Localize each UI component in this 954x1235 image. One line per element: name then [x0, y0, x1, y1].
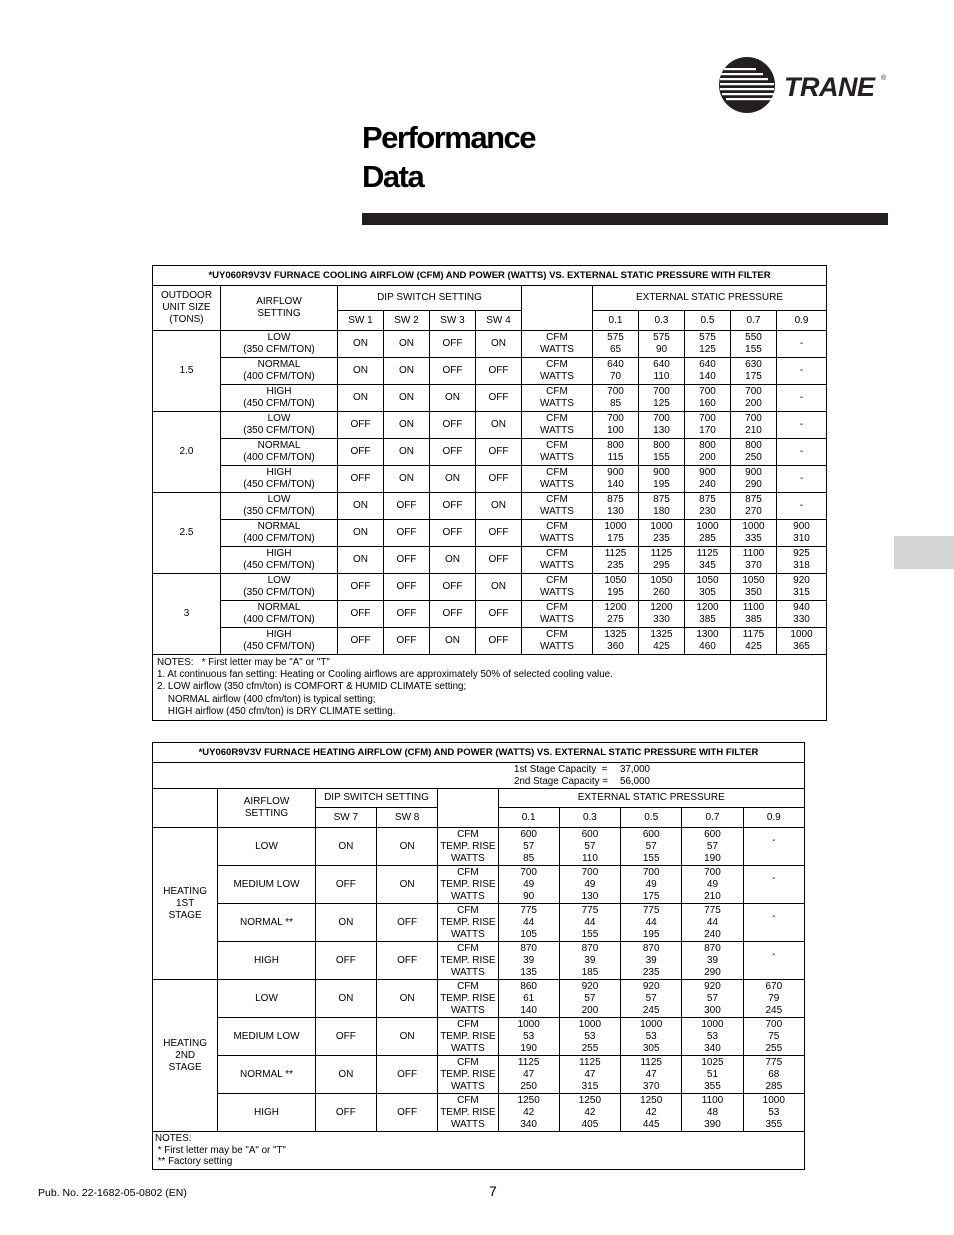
airflow-setting-cell: MEDIUM LOW: [218, 866, 315, 904]
value-cell: 1100 385: [731, 601, 777, 628]
value-cell: 900 290: [731, 466, 777, 493]
value-cell: -: [743, 866, 804, 904]
switch-cell: OFF: [476, 466, 522, 493]
airflow-setting-cell: LOW (350 CFM/TON): [221, 493, 338, 520]
value-cell: 870 39 235: [621, 942, 682, 980]
switch-cell: OFF: [430, 601, 476, 628]
value-cell: 600 57 110: [559, 828, 620, 866]
value-cell: 1200 385: [685, 601, 731, 628]
section-tab: [894, 536, 954, 569]
value-cell: 1325 360: [593, 628, 639, 655]
value-cell: 870 39 290: [682, 942, 743, 980]
switch-cell: ON: [384, 439, 430, 466]
value-cell: 550 155: [731, 331, 777, 358]
value-cell: 700 210: [731, 412, 777, 439]
switch-cell: ON: [315, 904, 376, 942]
dip-switch-header: DIP SWITCH SETTING: [338, 286, 522, 311]
switch-cell: OFF: [338, 601, 384, 628]
airflow-setting-cell: NORMAL **: [218, 904, 315, 942]
switch-cell: OFF: [377, 942, 438, 980]
value-cell: 700 200: [731, 385, 777, 412]
airflow-header: AIRFLOW SETTING: [218, 789, 315, 828]
airflow-setting-cell: HIGH (450 CFM/TON): [221, 385, 338, 412]
unit-size-cell: 1.5: [153, 331, 221, 412]
value-cell: -: [777, 493, 827, 520]
value-cell: 1000 53 190: [498, 1018, 559, 1056]
pressure-header: 0.9: [777, 311, 827, 331]
pressure-header: 0.9: [743, 808, 804, 828]
switch-cell: ON: [430, 385, 476, 412]
switch-cell: ON: [384, 412, 430, 439]
value-cell: 700 49 130: [559, 866, 620, 904]
switch-cell: ON: [338, 331, 384, 358]
pressure-header: 0.5: [685, 311, 731, 331]
switch-cell: ON: [338, 493, 384, 520]
heating-caption: *UY060R9V3V FURNACE HEATING AIRFLOW (CFM) AND POWER (WATTS) VS. EXTERNAL STATIC PRESSURE WITH FILTER: [153, 743, 805, 763]
publication-number: Pub. No. 22-1682-05-0802 (EN): [38, 1187, 187, 1199]
value-cell: 920 57 200: [559, 980, 620, 1018]
sw-header: SW 4: [476, 311, 522, 331]
value-cell: 920 57 300: [682, 980, 743, 1018]
switch-cell: OFF: [338, 466, 384, 493]
switch-cell: ON: [384, 466, 430, 493]
value-cell: 1000 365: [777, 628, 827, 655]
heating-table: [152, 742, 805, 1170]
value-cell: 670 79 245: [743, 980, 804, 1018]
value-cell: 600 57 190: [682, 828, 743, 866]
capacity-info: 1st Stage Capacity = 37,000 2nd Stage Capacity = 56,000: [153, 763, 805, 789]
table-row: [153, 385, 827, 412]
metric-label-cell: CFM WATTS: [522, 331, 593, 358]
switch-cell: OFF: [384, 520, 430, 547]
value-cell: 1125 47 370: [621, 1056, 682, 1094]
metric-label-cell: CFM TEMP. RISE WATTS: [438, 1094, 498, 1132]
value-cell: 630 175: [731, 358, 777, 385]
switch-cell: ON: [377, 828, 438, 866]
stage-cell: HEATING 2ND STAGE: [153, 980, 218, 1132]
switch-cell: ON: [338, 520, 384, 547]
table-row: [153, 980, 805, 1018]
metric-label-cell: CFM WATTS: [522, 601, 593, 628]
metric-label-cell: CFM TEMP. RISE WATTS: [438, 980, 498, 1018]
value-cell: 700 85: [593, 385, 639, 412]
airflow-setting-cell: LOW: [218, 980, 315, 1018]
switch-cell: ON: [476, 493, 522, 520]
metric-header: [438, 789, 498, 828]
switch-cell: ON: [377, 866, 438, 904]
value-cell: 640 110: [639, 358, 685, 385]
switch-cell: ON: [377, 980, 438, 1018]
value-cell: 800 200: [685, 439, 731, 466]
value-cell: 870 39 185: [559, 942, 620, 980]
title-rule: [362, 213, 888, 225]
switch-cell: ON: [315, 828, 376, 866]
switch-cell: ON: [338, 358, 384, 385]
unit-size-cell: 2.0: [153, 412, 221, 493]
switch-cell: OFF: [476, 547, 522, 574]
value-cell: 700 125: [639, 385, 685, 412]
value-cell: 775 44 240: [682, 904, 743, 942]
value-cell: 1050 260: [639, 574, 685, 601]
value-cell: -: [777, 412, 827, 439]
value-cell: 900 195: [639, 466, 685, 493]
value-cell: 1125 295: [639, 547, 685, 574]
table-row: [153, 331, 827, 358]
table-row: [153, 828, 805, 866]
switch-cell: ON: [430, 466, 476, 493]
value-cell: 775 44 195: [621, 904, 682, 942]
cooling-notes: NOTES: * First letter may be "A" or "T" 1. At continuous fan setting: Heating or Cooling airflows are approximately 50% of selected cooling value. 2. LOW airflow (350 cfm/ton) is COMFORT & HUMID CLIMATE setting; NORMAL airflow (400 cfm/ton) is typical setting; HIGH airflow (450 cfm/ton) is DRY CLIMATE setting.: [153, 655, 827, 721]
value-cell: 600 57 155: [621, 828, 682, 866]
value-cell: 1100 48 390: [682, 1094, 743, 1132]
unit-size-cell: 3: [153, 574, 221, 655]
switch-cell: OFF: [430, 331, 476, 358]
pressure-header: 0.1: [498, 808, 559, 828]
value-cell: 875 180: [639, 493, 685, 520]
airflow-setting-cell: MEDIUM LOW: [218, 1018, 315, 1056]
value-cell: 940 330: [777, 601, 827, 628]
switch-cell: OFF: [430, 358, 476, 385]
switch-cell: ON: [338, 547, 384, 574]
pressure-header: 0.3: [639, 311, 685, 331]
value-cell: 1125 47 315: [559, 1056, 620, 1094]
pressure-header: 0.3: [559, 808, 620, 828]
switch-cell: OFF: [430, 439, 476, 466]
metric-label-cell: CFM WATTS: [522, 466, 593, 493]
table-row: [153, 574, 827, 601]
table-row: [153, 466, 827, 493]
table-row: [153, 358, 827, 385]
value-cell: 575 90: [639, 331, 685, 358]
metric-label-cell: CFM TEMP. RISE WATTS: [438, 828, 498, 866]
value-cell: 575 125: [685, 331, 731, 358]
value-cell: -: [743, 942, 804, 980]
airflow-header: AIRFLOW SETTING: [221, 286, 338, 331]
table-row: [153, 412, 827, 439]
metric-label-cell: CFM WATTS: [522, 493, 593, 520]
value-cell: 920 57 245: [621, 980, 682, 1018]
airflow-setting-cell: NORMAL **: [218, 1056, 315, 1094]
switch-cell: OFF: [377, 1094, 438, 1132]
switch-cell: OFF: [384, 547, 430, 574]
airflow-setting-cell: HIGH (450 CFM/TON): [221, 547, 338, 574]
sw-header: SW 7: [315, 808, 376, 828]
value-cell: 1000 53 340: [682, 1018, 743, 1056]
value-cell: 775 44 105: [498, 904, 559, 942]
airflow-setting-cell: LOW (350 CFM/TON): [221, 331, 338, 358]
value-cell: 1125 47 250: [498, 1056, 559, 1094]
switch-cell: OFF: [384, 574, 430, 601]
airflow-setting-cell: HIGH: [218, 942, 315, 980]
table-row: [153, 1018, 805, 1056]
table-row: [153, 601, 827, 628]
switch-cell: OFF: [476, 628, 522, 655]
metric-label-cell: CFM TEMP. RISE WATTS: [438, 1056, 498, 1094]
value-cell: 575 65: [593, 331, 639, 358]
airflow-setting-cell: LOW: [218, 828, 315, 866]
heating-notes: NOTES: * First letter may be "A" or "T" ** Factory setting: [153, 1132, 805, 1170]
value-cell: 1000 53 355: [743, 1094, 804, 1132]
value-cell: 870 39 135: [498, 942, 559, 980]
table-row: [153, 547, 827, 574]
airflow-setting-cell: HIGH (450 CFM/TON): [221, 466, 338, 493]
switch-cell: OFF: [476, 520, 522, 547]
airflow-setting-cell: LOW (350 CFM/TON): [221, 574, 338, 601]
value-cell: 700 160: [685, 385, 731, 412]
switch-cell: OFF: [315, 866, 376, 904]
table-row: [153, 942, 805, 980]
metric-label-cell: CFM TEMP. RISE WATTS: [438, 1018, 498, 1056]
metric-label-cell: CFM WATTS: [522, 385, 593, 412]
value-cell: 1125 235: [593, 547, 639, 574]
switch-cell: OFF: [430, 493, 476, 520]
value-cell: 1050 350: [731, 574, 777, 601]
value-cell: 875 270: [731, 493, 777, 520]
table-row: [153, 439, 827, 466]
switch-cell: OFF: [430, 520, 476, 547]
value-cell: 900 140: [593, 466, 639, 493]
metric-label-cell: CFM WATTS: [522, 520, 593, 547]
switch-cell: ON: [384, 385, 430, 412]
value-cell: -: [777, 439, 827, 466]
switch-cell: ON: [476, 331, 522, 358]
value-cell: 1000 175: [593, 520, 639, 547]
metric-label-cell: CFM TEMP. RISE WATTS: [438, 866, 498, 904]
value-cell: 700 170: [685, 412, 731, 439]
value-cell: -: [777, 466, 827, 493]
switch-cell: OFF: [377, 904, 438, 942]
table-row: [153, 1056, 805, 1094]
metric-header: [522, 286, 593, 331]
metric-label-cell: CFM WATTS: [522, 358, 593, 385]
sw-header: SW 2: [384, 311, 430, 331]
value-cell: 800 155: [639, 439, 685, 466]
outdoor-size-header: OUTDOOR UNIT SIZE (TONS): [153, 286, 221, 331]
switch-cell: ON: [377, 1018, 438, 1056]
value-cell: 1000 335: [731, 520, 777, 547]
value-cell: 800 115: [593, 439, 639, 466]
airflow-setting-cell: NORMAL (400 CFM/TON): [221, 439, 338, 466]
cooling-table: [152, 265, 827, 721]
value-cell: 920 315: [777, 574, 827, 601]
switch-cell: ON: [476, 574, 522, 601]
value-cell: 1300 460: [685, 628, 731, 655]
switch-cell: ON: [384, 331, 430, 358]
metric-label-cell: CFM TEMP. RISE WATTS: [438, 904, 498, 942]
switch-cell: ON: [430, 628, 476, 655]
value-cell: 700 130: [639, 412, 685, 439]
value-cell: -: [777, 385, 827, 412]
switch-cell: ON: [315, 980, 376, 1018]
value-cell: 875 130: [593, 493, 639, 520]
value-cell: 875 230: [685, 493, 731, 520]
value-cell: 1100 370: [731, 547, 777, 574]
unit-size-cell: 2.5: [153, 493, 221, 574]
metric-label-cell: CFM WATTS: [522, 574, 593, 601]
switch-cell: OFF: [430, 574, 476, 601]
pressure-header: 0.1: [593, 311, 639, 331]
value-cell: 1250 42 405: [559, 1094, 620, 1132]
table-row: [153, 866, 805, 904]
value-cell: 1200 275: [593, 601, 639, 628]
cooling-caption: *UY060R9V3V FURNACE COOLING AIRFLOW (CFM) AND POWER (WATTS) VS. EXTERNAL STATIC PRESSURE WITH FILTER: [153, 266, 827, 286]
airflow-setting-cell: NORMAL (400 CFM/TON): [221, 601, 338, 628]
value-cell: -: [743, 828, 804, 866]
stage-cell: HEATING 1ST STAGE: [153, 828, 218, 980]
switch-cell: OFF: [338, 628, 384, 655]
dip-switch-header: DIP SWITCH SETTING: [315, 789, 438, 808]
svg-text:®: ®: [881, 75, 887, 82]
table-row: [153, 1094, 805, 1132]
esp-header: EXTERNAL STATIC PRESSURE: [593, 286, 827, 311]
title-line-2: Data: [362, 159, 424, 194]
switch-cell: OFF: [315, 942, 376, 980]
airflow-setting-cell: NORMAL (400 CFM/TON): [221, 358, 338, 385]
value-cell: 1200 330: [639, 601, 685, 628]
switch-cell: OFF: [315, 1018, 376, 1056]
switch-cell: ON: [338, 385, 384, 412]
value-cell: 1125 345: [685, 547, 731, 574]
value-cell: 1000 235: [639, 520, 685, 547]
metric-label-cell: CFM WATTS: [522, 628, 593, 655]
value-cell: 1000 285: [685, 520, 731, 547]
value-cell: 700 49 210: [682, 866, 743, 904]
switch-cell: ON: [315, 1056, 376, 1094]
switch-cell: OFF: [430, 412, 476, 439]
value-cell: 860 61 140: [498, 980, 559, 1018]
pressure-header: 0.7: [731, 311, 777, 331]
metric-label-cell: CFM TEMP. RISE WATTS: [438, 942, 498, 980]
switch-cell: OFF: [338, 412, 384, 439]
metric-label-cell: CFM WATTS: [522, 547, 593, 574]
value-cell: 1050 195: [593, 574, 639, 601]
value-cell: 1250 42 445: [621, 1094, 682, 1132]
value-cell: 600 57 85: [498, 828, 559, 866]
value-cell: -: [777, 331, 827, 358]
pressure-header: 0.5: [621, 808, 682, 828]
value-cell: 775 68 285: [743, 1056, 804, 1094]
page-title: [362, 118, 535, 196]
value-cell: 640 140: [685, 358, 731, 385]
airflow-setting-cell: HIGH: [218, 1094, 315, 1132]
sw-header: SW 8: [377, 808, 438, 828]
value-cell: 800 250: [731, 439, 777, 466]
sw-header: SW 3: [430, 311, 476, 331]
brand-text: TRANE: [784, 72, 875, 102]
switch-cell: OFF: [338, 574, 384, 601]
value-cell: 700 100: [593, 412, 639, 439]
value-cell: 1000 53 305: [621, 1018, 682, 1056]
value-cell: 700 49 175: [621, 866, 682, 904]
switch-cell: OFF: [476, 385, 522, 412]
value-cell: 1000 53 255: [559, 1018, 620, 1056]
sw-header: SW 1: [338, 311, 384, 331]
switch-cell: OFF: [476, 601, 522, 628]
value-cell: 1025 51 355: [682, 1056, 743, 1094]
switch-cell: OFF: [384, 628, 430, 655]
metric-label-cell: CFM WATTS: [522, 412, 593, 439]
trane-logo: [718, 56, 888, 114]
table-row: [153, 520, 827, 547]
value-cell: 1325 425: [639, 628, 685, 655]
switch-cell: ON: [384, 358, 430, 385]
value-cell: 1050 305: [685, 574, 731, 601]
switch-cell: ON: [476, 412, 522, 439]
value-cell: 640 70: [593, 358, 639, 385]
value-cell: 900 310: [777, 520, 827, 547]
value-cell: -: [777, 358, 827, 385]
pressure-header: 0.7: [682, 808, 743, 828]
switch-cell: OFF: [377, 1056, 438, 1094]
table-row: [153, 904, 805, 942]
switch-cell: OFF: [476, 358, 522, 385]
metric-label-cell: CFM WATTS: [522, 439, 593, 466]
table-row: [153, 628, 827, 655]
esp-header: EXTERNAL STATIC PRESSURE: [498, 789, 804, 808]
value-cell: 925 318: [777, 547, 827, 574]
switch-cell: OFF: [338, 439, 384, 466]
value-cell: 1250 42 340: [498, 1094, 559, 1132]
title-line-1: Performance: [362, 120, 536, 155]
switch-cell: OFF: [384, 493, 430, 520]
stage-header: [153, 789, 218, 828]
value-cell: 775 44 155: [559, 904, 620, 942]
value-cell: 700 75 255: [743, 1018, 804, 1056]
airflow-setting-cell: HIGH (450 CFM/TON): [221, 628, 338, 655]
value-cell: 700 49 90: [498, 866, 559, 904]
page-number: 7: [489, 1183, 497, 1199]
switch-cell: ON: [430, 547, 476, 574]
value-cell: 1175 425: [731, 628, 777, 655]
airflow-setting-cell: NORMAL (400 CFM/TON): [221, 520, 338, 547]
switch-cell: OFF: [384, 601, 430, 628]
table-row: [153, 493, 827, 520]
switch-cell: OFF: [476, 439, 522, 466]
airflow-setting-cell: LOW (350 CFM/TON): [221, 412, 338, 439]
value-cell: 900 240: [685, 466, 731, 493]
switch-cell: OFF: [315, 1094, 376, 1132]
value-cell: -: [743, 904, 804, 942]
